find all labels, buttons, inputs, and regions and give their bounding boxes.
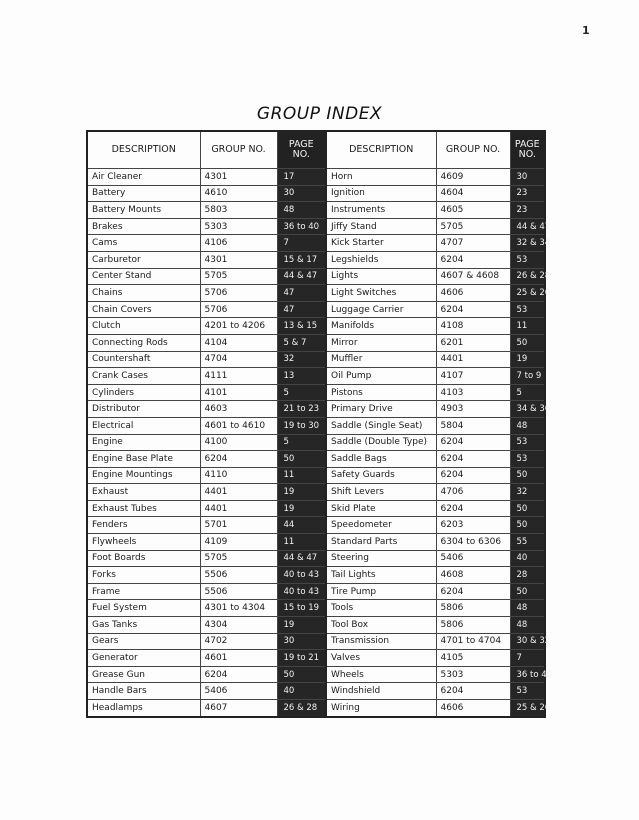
page-number-cell: 50 — [277, 451, 326, 468]
description-cell: Windshield — [326, 683, 436, 700]
description-cell: Legshields — [326, 251, 436, 268]
group-number-cell: 4100 — [200, 434, 277, 451]
group-number-cell: 4104 — [200, 334, 277, 351]
page-number-cell: 53 — [510, 451, 545, 468]
page-number-cell: 32 — [277, 351, 326, 368]
page-number-cell: 13 & 15 — [277, 318, 326, 335]
page-number-cell: 17 — [277, 169, 326, 186]
description-cell: Cams — [87, 235, 200, 252]
description-cell: Oil Pump — [326, 368, 436, 385]
description-cell: Valves — [326, 650, 436, 667]
table-row — [87, 700, 545, 717]
description-cell: Foot Boards — [87, 550, 200, 567]
description-cell: Instruments — [326, 202, 436, 219]
page-number-cell: 53 — [510, 434, 545, 451]
group-number-cell: 5705 — [200, 268, 277, 285]
description-cell: Engine Mountings — [87, 467, 200, 484]
page-number-cell: 44 & 47 — [277, 268, 326, 285]
page-number-cell: 50 — [277, 666, 326, 683]
group-number-cell: 4101 — [200, 384, 277, 401]
group-number-cell: 4401 — [200, 484, 277, 501]
description-cell: Exhaust Tubes — [87, 500, 200, 517]
page-number-cell: 53 — [510, 301, 545, 318]
page-number-cell: 11 — [277, 534, 326, 551]
header-group-no: GROUP NO. — [200, 131, 277, 169]
table-row — [87, 451, 545, 468]
group-number-cell: 4607 — [200, 700, 277, 717]
group-number-cell: 4707 — [436, 235, 510, 252]
page-number-cell: 19 — [277, 617, 326, 634]
description-cell: Fenders — [87, 517, 200, 534]
group-number-cell: 5806 — [436, 600, 510, 617]
table-row — [87, 301, 545, 318]
description-cell: Primary Drive — [326, 401, 436, 418]
page-number-cell: 25 & 26 — [510, 285, 545, 302]
description-cell: Brakes — [87, 218, 200, 235]
page-number-cell: 50 — [510, 500, 545, 517]
table-row — [87, 617, 545, 634]
page-number-cell: 19 to 30 — [277, 417, 326, 434]
description-cell: Ignition — [326, 185, 436, 202]
group-number-cell: 5706 — [200, 285, 277, 302]
description-cell: Saddle (Single Seat) — [326, 417, 436, 434]
page-number-cell: 48 — [277, 202, 326, 219]
page-number-cell: 44 — [277, 517, 326, 534]
description-cell: Frame — [87, 583, 200, 600]
table-row — [87, 235, 545, 252]
page-title: GROUP INDEX — [256, 104, 383, 124]
table-row — [87, 434, 545, 451]
page-number-cell: 50 — [510, 467, 545, 484]
page-number-cell: 5 — [277, 434, 326, 451]
page-number: 1 — [582, 24, 590, 37]
table-row — [87, 351, 545, 368]
header-page-no: PAGE NO. — [277, 131, 326, 169]
page-number-cell: 26 & 28 — [510, 268, 545, 285]
table-row — [87, 384, 545, 401]
page-number-cell: 19 — [277, 484, 326, 501]
page-number-cell: 15 & 17 — [277, 251, 326, 268]
description-cell: Handle Bars — [87, 683, 200, 700]
description-cell: Saddle (Double Type) — [326, 434, 436, 451]
page-number-cell: 47 — [277, 301, 326, 318]
group-number-cell: 4301 — [200, 251, 277, 268]
page-number-cell: 48 — [510, 417, 545, 434]
group-number-cell: 4401 — [200, 500, 277, 517]
description-cell: Jiffy Stand — [326, 218, 436, 235]
group-number-cell: 6204 — [436, 583, 510, 600]
table-row — [87, 484, 545, 501]
page-number-cell: 40 to 43 — [277, 567, 326, 584]
group-number-cell: 6204 — [436, 683, 510, 700]
table-row — [87, 251, 545, 268]
header-page-no: PAGE NO. — [510, 131, 545, 169]
group-number-cell: 4201 to 4206 — [200, 318, 277, 335]
group-number-cell: 4108 — [436, 318, 510, 335]
description-cell: Tire Pump — [326, 583, 436, 600]
group-number-cell: 4111 — [200, 368, 277, 385]
group-number-cell: 4609 — [436, 169, 510, 186]
description-cell: Fuel System — [87, 600, 200, 617]
description-cell: Battery — [87, 185, 200, 202]
table-row — [87, 683, 545, 700]
description-cell: Engine Base Plate — [87, 451, 200, 468]
group-number-cell: 5303 — [200, 218, 277, 235]
description-cell: Muffler — [326, 351, 436, 368]
group-number-cell: 4704 — [200, 351, 277, 368]
group-number-cell: 4107 — [436, 368, 510, 385]
page-number-cell: 32 & 34 — [510, 235, 545, 252]
page-number-cell: 30 — [277, 633, 326, 650]
description-cell: Light Switches — [326, 285, 436, 302]
page-number-cell: 25 & 26 — [510, 700, 545, 717]
description-cell: Shift Levers — [326, 484, 436, 501]
group-number-cell: 5506 — [200, 567, 277, 584]
description-cell: Crank Cases — [87, 368, 200, 385]
index-body — [87, 169, 553, 717]
group-number-cell: 5506 — [200, 583, 277, 600]
table-row — [87, 268, 545, 285]
group-number-cell: 6304 to 6306 — [436, 534, 510, 551]
table-row — [87, 517, 545, 534]
page-number-cell: 7 to 9 — [510, 368, 545, 385]
group-number-cell: 6204 — [200, 666, 277, 683]
page-number-cell: 40 — [277, 683, 326, 700]
group-number-cell: 4604 — [436, 185, 510, 202]
page-number-cell: 48 — [510, 600, 545, 617]
group-number-cell: 6203 — [436, 517, 510, 534]
page-number-cell: 5 & 7 — [277, 334, 326, 351]
description-cell: Generator — [87, 650, 200, 667]
group-number-cell: 5803 — [200, 202, 277, 219]
group-index-table — [86, 130, 553, 718]
group-number-cell: 4701 to 4704 — [436, 633, 510, 650]
group-number-cell: 4606 — [436, 700, 510, 717]
group-number-cell: 5303 — [436, 666, 510, 683]
description-cell: Luggage Carrier — [326, 301, 436, 318]
page-number-cell: 32 — [510, 484, 545, 501]
page-number-cell: 34 & 36 — [510, 401, 545, 418]
group-number-cell: 4606 — [436, 285, 510, 302]
page-number-cell: 7 — [277, 235, 326, 252]
page-number-cell: 19 — [510, 351, 545, 368]
header-description: DESCRIPTION — [326, 131, 436, 169]
page-number-cell: 36 to 40 — [277, 218, 326, 235]
group-number-cell: 4103 — [436, 384, 510, 401]
page-number-cell: 21 to 23 — [277, 401, 326, 418]
group-number-cell: 6204 — [436, 451, 510, 468]
table-row — [87, 467, 545, 484]
group-number-cell: 4702 — [200, 633, 277, 650]
description-cell: Kick Starter — [326, 235, 436, 252]
group-number-cell: 5705 — [200, 550, 277, 567]
page-number-cell: 11 — [510, 318, 545, 335]
page-number-cell: 5 — [277, 384, 326, 401]
page-number-cell: 5 — [510, 384, 545, 401]
page-number-cell: 30 — [277, 185, 326, 202]
page-number-cell: 26 & 28 — [277, 700, 326, 717]
description-cell: Air Cleaner — [87, 169, 200, 186]
description-cell: Gears — [87, 633, 200, 650]
description-cell: Manifolds — [326, 318, 436, 335]
description-cell: Chains — [87, 285, 200, 302]
table-row — [87, 169, 545, 186]
group-number-cell: 5806 — [436, 617, 510, 634]
group-number-cell: 4301 to 4304 — [200, 600, 277, 617]
header-group-no: GROUP NO. — [436, 131, 510, 169]
description-cell: Engine — [87, 434, 200, 451]
page-number-cell: 50 — [510, 517, 545, 534]
description-cell: Tool Box — [326, 617, 436, 634]
description-cell: Standard Parts — [326, 534, 436, 551]
description-cell: Gas Tanks — [87, 617, 200, 634]
group-number-cell: 5705 — [436, 218, 510, 235]
group-number-cell: 6201 — [436, 334, 510, 351]
description-cell: Speedometer — [326, 517, 436, 534]
description-cell: Grease Gun — [87, 666, 200, 683]
group-number-cell: 6204 — [436, 301, 510, 318]
group-number-cell: 4301 — [200, 169, 277, 186]
table-row — [87, 334, 545, 351]
description-cell: Wheels — [326, 666, 436, 683]
group-number-cell: 4106 — [200, 235, 277, 252]
group-number-cell: 4109 — [200, 534, 277, 551]
group-number-cell: 5406 — [436, 550, 510, 567]
page-number-cell: 13 — [277, 368, 326, 385]
group-number-cell: 5804 — [436, 417, 510, 434]
page-number-cell: 44 & 47 — [510, 218, 545, 235]
group-number-cell: 4401 — [436, 351, 510, 368]
table-row — [87, 600, 545, 617]
description-cell: Clutch — [87, 318, 200, 335]
table-row — [87, 583, 545, 600]
description-cell: Tools — [326, 600, 436, 617]
description-cell: Battery Mounts — [87, 202, 200, 219]
page-number-cell: 48 — [510, 617, 545, 634]
description-cell: Forks — [87, 567, 200, 584]
table-row — [87, 368, 545, 385]
description-cell: Steering — [326, 550, 436, 567]
group-number-cell: 4601 — [200, 650, 277, 667]
group-number-cell: 4610 — [200, 185, 277, 202]
page-number-cell: 28 — [510, 567, 545, 584]
group-number-cell: 6204 — [436, 251, 510, 268]
description-cell: Chain Covers — [87, 301, 200, 318]
description-cell: Countershaft — [87, 351, 200, 368]
header-row — [87, 131, 545, 169]
group-number-cell: 6204 — [436, 467, 510, 484]
table-row — [87, 202, 545, 219]
group-number-cell: 4706 — [436, 484, 510, 501]
group-number-cell: 5706 — [200, 301, 277, 318]
group-number-cell: 4605 — [436, 202, 510, 219]
page-number-cell: 36 to 40 — [510, 666, 545, 683]
description-cell: Pistons — [326, 384, 436, 401]
table-row — [87, 318, 545, 335]
description-cell: Distributor — [87, 401, 200, 418]
table-row — [87, 550, 545, 567]
header-description: DESCRIPTION — [87, 131, 200, 169]
description-cell: Center Stand — [87, 268, 200, 285]
page-number-cell: 19 to 21 — [277, 650, 326, 667]
group-number-cell: 4601 to 4610 — [200, 417, 277, 434]
group-number-cell: 5701 — [200, 517, 277, 534]
group-number-cell: 5406 — [200, 683, 277, 700]
table-row — [87, 401, 545, 418]
description-cell: Saddle Bags — [326, 451, 436, 468]
table-row — [87, 500, 545, 517]
page-number-cell: 50 — [510, 583, 545, 600]
description-cell: Headlamps — [87, 700, 200, 717]
group-number-cell: 4607 & 4608 — [436, 268, 510, 285]
table-row — [87, 185, 545, 202]
page-number-cell: 44 & 47 — [277, 550, 326, 567]
table-row — [87, 534, 545, 551]
table-row — [87, 666, 545, 683]
page-number-cell: 53 — [510, 683, 545, 700]
page-number-cell: 11 — [277, 467, 326, 484]
description-cell: Transmission — [326, 633, 436, 650]
description-cell: Connecting Rods — [87, 334, 200, 351]
description-cell: Exhaust — [87, 484, 200, 501]
table-row — [87, 650, 545, 667]
description-cell: Mirror — [326, 334, 436, 351]
page-number-cell: 23 — [510, 202, 545, 219]
description-cell: Lights — [326, 268, 436, 285]
group-number-cell: 4903 — [436, 401, 510, 418]
description-cell: Tail Lights — [326, 567, 436, 584]
group-number-cell: 4110 — [200, 467, 277, 484]
page-number-cell: 19 — [277, 500, 326, 517]
group-number-cell: 4608 — [436, 567, 510, 584]
description-cell: Wiring — [326, 700, 436, 717]
group-number-cell: 4105 — [436, 650, 510, 667]
page-number-cell: 23 — [510, 185, 545, 202]
page-number-cell: 53 — [510, 251, 545, 268]
page-number-cell: 7 — [510, 650, 545, 667]
page-number-cell: 50 — [510, 334, 545, 351]
page-number-cell: 47 — [277, 285, 326, 302]
table-row — [87, 417, 545, 434]
description-cell: Skid Plate — [326, 500, 436, 517]
description-cell: Carburetor — [87, 251, 200, 268]
description-cell: Electrical — [87, 417, 200, 434]
description-cell: Safety Guards — [326, 467, 436, 484]
group-number-cell: 6204 — [436, 434, 510, 451]
page-number-cell: 55 — [510, 534, 545, 551]
page-number-cell: 40 to 43 — [277, 583, 326, 600]
page-number-cell: 15 to 19 — [277, 600, 326, 617]
group-number-cell: 4304 — [200, 617, 277, 634]
description-cell: Flywheels — [87, 534, 200, 551]
page-number-cell: 30 & 32 — [510, 633, 545, 650]
description-cell: Horn — [326, 169, 436, 186]
table-row — [87, 218, 545, 235]
table-row — [87, 633, 545, 650]
group-number-cell: 4603 — [200, 401, 277, 418]
page-number-cell: 40 — [510, 550, 545, 567]
description-cell: Cylinders — [87, 384, 200, 401]
page-number-cell: 30 — [510, 169, 545, 186]
table-row — [87, 567, 545, 584]
group-number-cell: 6204 — [200, 451, 277, 468]
group-number-cell: 6204 — [436, 500, 510, 517]
table-row — [87, 285, 545, 302]
